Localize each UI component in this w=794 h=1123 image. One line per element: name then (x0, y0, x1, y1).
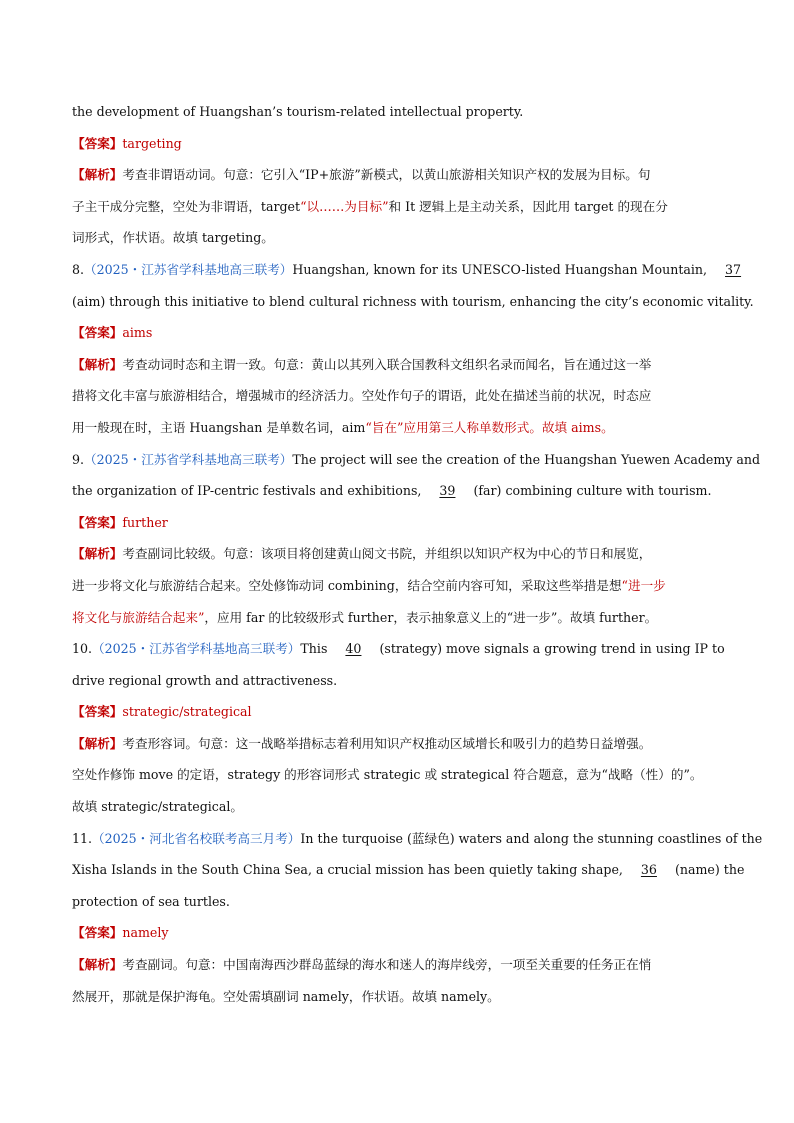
q10-question-line-2: drive regional growth and attractiveness. (72, 672, 338, 688)
q7-analysis-line-2: 子主干成分完整，空处为非谓语，target“以……为目标”和 It 逻辑上是主动关系，因此用 target 的现在分 (72, 198, 668, 214)
q9-question-line-2: the organization of IP-centric festivals and exhibitions, 39 (far) combining culture with tourism. (72, 475, 724, 507)
q11-analysis-line-1: 【解析】考查副词。句意：中国南海西沙群岛蓝绿的海水和迷人的海岸线旁，一项至关重要的任务正在悄 (72, 957, 652, 973)
q8-blank: 37 (725, 261, 742, 277)
question-number: 11. (72, 830, 93, 846)
q7-answer-line (72, 128, 724, 160)
answer-tag: 【答案】 (72, 514, 123, 530)
q11-answer-line (72, 917, 724, 949)
analysis-tag: 【解析】 (72, 735, 123, 751)
q11-analysis-line-2: 然展开，那就是保护海龟。空处需填副词 namely，作状语。故填 namely。 (72, 988, 500, 1004)
q9-answer-line (72, 507, 724, 539)
q11-answer: namely (122, 925, 169, 941)
question-number: 8. (72, 261, 85, 277)
q9-answer: further (122, 514, 168, 530)
q7-answer: targeting (122, 135, 182, 151)
q7-analysis-line-3: 词形式，作状语。故填 targeting。 (72, 230, 274, 246)
analysis-tag: 【解析】 (72, 957, 123, 973)
q9-analysis-line-1: 【解析】考查副词比较级。句意：该项目将创建黄山阅文书院，并组织以知识产权为中心的节日和展览， (72, 546, 652, 562)
q10-answer-line (72, 696, 724, 728)
question-source: （2025・江苏省学科基地高三联考） (84, 261, 293, 277)
q8-analysis-line-1: 【解析】考查动词时态和主谓一致。句意：黄山以其列入联合国教科文组织名录而闻名，旨在通过这一举 (72, 356, 652, 372)
answer-tag: 【答案】 (72, 925, 123, 941)
q8-question-line-1: 8.（2025・江苏省学科基地高三联考）Huangshan, known for its UNESCO-listed Huangshan Mountain, 37 (72, 254, 724, 286)
answer-tag: 【答案】 (72, 325, 123, 341)
q10-analysis-line-1: 【解析】考查形容词。句意：这一战略举措标志着利用知识产权推动区域增长和吸引力的趋势日益增强。 (72, 735, 652, 751)
q11-question-line-2: Xisha Islands in the South China Sea, a crucial mission has been quietly taking shape, 36 (name) the (72, 854, 724, 886)
question-number: 10. (72, 641, 93, 657)
analysis-tag: 【解析】 (72, 356, 123, 372)
analysis-tag: 【解析】 (72, 167, 123, 183)
q9-question-line-1: 9.（2025・江苏省学科基地高三联考）The project will see the creation of the Huangshan Yuewen Academy and (72, 451, 761, 467)
intro-line: the development of Huangshan’s tourism-related intellectual property. (72, 104, 524, 119)
question-source: （2025・江苏省学科基地高三联考） (84, 451, 293, 467)
question-source: （2025・江苏省学科基地高三联考） (92, 641, 301, 657)
question-source: （2025・河北省名校联考高三月考） (92, 830, 301, 846)
q10-blank: 40 (345, 641, 362, 657)
q11-blank: 36 (640, 862, 657, 878)
q10-analysis-line-2: 空处作修饰 move 的定语，strategy 的形容词形式 strategic 或 strategical 符合题意，意为“战略（性）的”。 (72, 767, 703, 783)
q9-analysis-line-3: 将文化与旅游结合起来”，应用 far 的比较级形式 further，表示抽象意义上的“进一步”。故填 further。 (72, 609, 658, 625)
q8-question-line-2: (aim) through this initiative to blend cultural richness with tourism, enhancing the city’s economic vitality. (72, 293, 754, 309)
q8-answer-line (72, 317, 724, 349)
q8-answer: aims (122, 325, 153, 341)
answer-tag: 【答案】 (72, 135, 123, 151)
q11-question-line-1: 11.（2025・河北省名校联考高三月考）In the turquoise (蓝绿色) waters and along the stunning coastlines of the (72, 830, 763, 846)
q8-analysis-line-3: 用一般现在时，主语 Huangshan 是单数名词，aim“旨在”应用第三人称单数形式。故填 aims。 (72, 419, 614, 435)
q10-answer: strategic/strategical (122, 704, 252, 720)
q8-analysis-line-2: 措将文化丰富与旅游相结合，增强城市的经济活力。空处作句子的谓语，此处在描述当前的状况，时态应 (72, 388, 652, 404)
document-page (72, 96, 763, 1012)
q10-question-line-1: 10.（2025・江苏省学科基地高三联考）This 40 (strategy) move signals a growing trend in using IP to (72, 633, 724, 665)
q7-analysis-line-1: 【解析】考查非谓语动词。句意：它引入“IP+旅游”新模式，以黄山旅游相关知识产权的发展为目标。句 (72, 167, 651, 183)
q10-analysis-line-3: 故填 strategic/strategical。 (72, 799, 243, 815)
analysis-tag: 【解析】 (72, 546, 123, 562)
answer-tag: 【答案】 (72, 704, 123, 720)
q11-question-line-3: protection of sea turtles. (72, 893, 230, 909)
question-number: 9. (72, 451, 85, 467)
q9-blank: 39 (439, 483, 456, 499)
q9-analysis-line-2: 进一步将文化与旅游结合起来。空处修饰动词 combining，结合空前内容可知，采取这些举措是想“进一步 (72, 577, 666, 593)
